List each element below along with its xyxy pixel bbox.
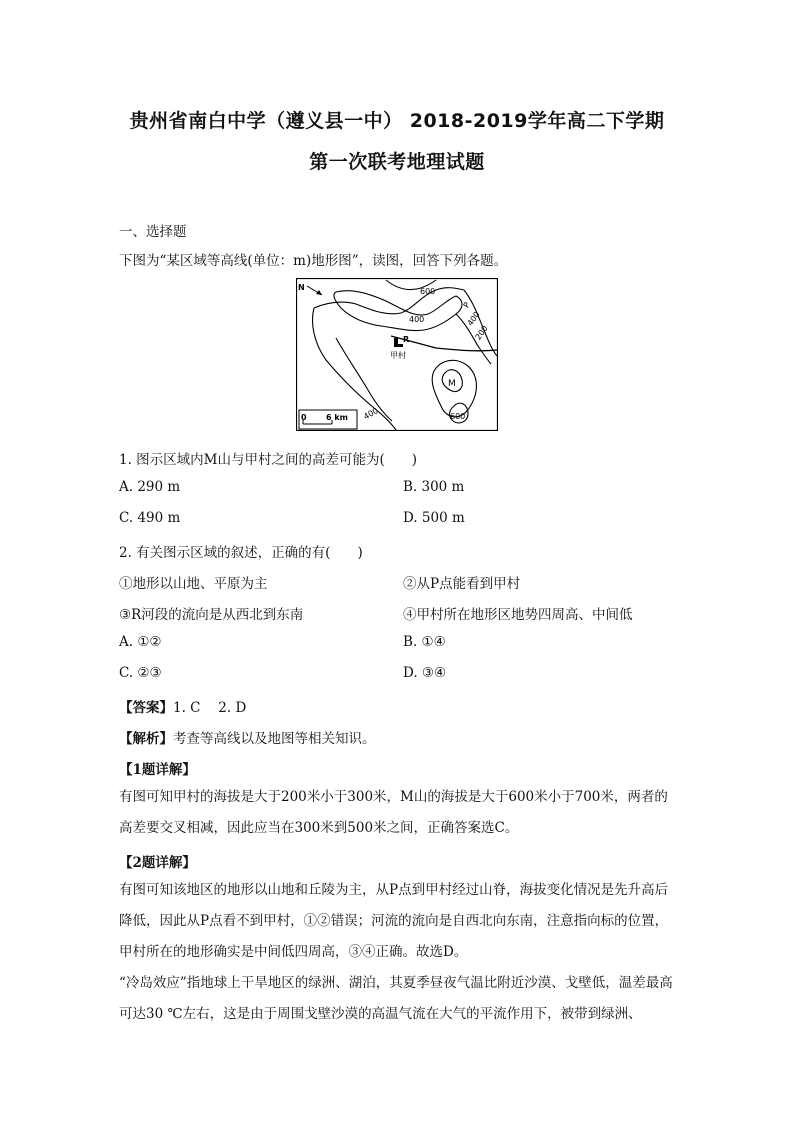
detail2-heading: 【2题详解】 [119, 855, 196, 871]
detail1-text: 有图可知甲村的海拔是大于200米小于300米，M山的海拔是大于600米小于700米，两者的高差要交叉相减，因此应当在300米到500米之间，正确答案选C。 [119, 789, 668, 836]
q2-option-d[interactable]: D. ③④ [403, 665, 447, 681]
answer-text: 1. C 2. D [173, 700, 247, 716]
q2-statement-3: ③R河段的流向是从西北到东南 [119, 607, 304, 623]
next-paragraph: “冷岛效应”指地球上干旱地区的绿洲、湖泊，其夏季昼夜气温比附近沙漠、戈壁低，温差最高可达30 ℃左右，这是由于周围戈壁沙漠的高温气流在大气的平流作用下，被带到绿洲、 [119, 975, 673, 1022]
q2-option-a[interactable]: A. ①② [119, 634, 162, 650]
answer-label: 【答案】 [119, 700, 173, 716]
label-600-top: 600 [420, 287, 436, 296]
analysis-label: 【解析】 [119, 731, 173, 747]
detail1-heading: 【1题详解】 [119, 762, 196, 778]
document-title-line2: 第一次联考地理试题 [309, 151, 485, 173]
label-mountain: M [448, 379, 456, 389]
detail2-text: 有图可知该地区的地形以山地和丘陵为主，从P点到甲村经过山脊，海拔变化情况是先升高后降低，因此从P点看不到甲村，①②错误；河流的流向是自西北向东南，注意指向标的位置，甲村所在的地形确实是中间低四周高，③④正确。故选D。 [119, 882, 669, 960]
q2-option-c[interactable]: C. ②③ [119, 665, 162, 681]
label-village: 甲村 [390, 351, 406, 360]
label-p-point: P [461, 300, 472, 310]
label-400-bottom: 400 [362, 406, 380, 422]
section-heading: 一、选择题 [119, 224, 187, 240]
scale-distance: 6 km [326, 413, 349, 422]
contour-map [296, 278, 498, 431]
q1-stem: 1. 图示区域内M山与甲村之间的高差可能为( ) [119, 452, 418, 468]
q1-option-d[interactable]: D. 500 m [403, 510, 465, 526]
label-400-right: 400 [465, 309, 482, 328]
analysis-line [119, 727, 376, 747]
scale-bar [299, 410, 357, 429]
q2-option-b[interactable]: B. ①④ [403, 634, 446, 650]
label-600-bottom: 600 [450, 412, 466, 421]
label-200-right: 200 [473, 323, 490, 342]
document-title-line1: 贵州省南白中学（遵义县一中） 2018-2019学年高二下学期 [129, 110, 665, 132]
q1-option-c[interactable]: C. 490 m [119, 510, 181, 526]
analysis-text: 考查等高线以及地图等相关知识。 [173, 731, 376, 747]
q1-option-a[interactable]: A. 290 m [119, 479, 181, 495]
q2-statement-1: ①地形以山地、平原为主 [119, 576, 268, 592]
label-400-top: 400 [409, 315, 425, 324]
north-label: N [298, 283, 305, 292]
answer-line [119, 696, 246, 716]
q2-stem: 2. 有关图示区域的叙述，正确的有( ) [119, 545, 363, 561]
scale-zero: 0 [301, 413, 307, 422]
label-river-r: R [403, 335, 410, 344]
question-intro: 下图为“某区域等高线(单位：m)地形图”，读图，回答下列各题。 [119, 253, 508, 269]
q2-statement-2: ②从P点能看到甲村 [403, 576, 521, 592]
q2-statement-4: ④甲村所在地形区地势四周高、中间低 [403, 607, 633, 623]
q1-option-b[interactable]: B. 300 m [403, 479, 465, 495]
